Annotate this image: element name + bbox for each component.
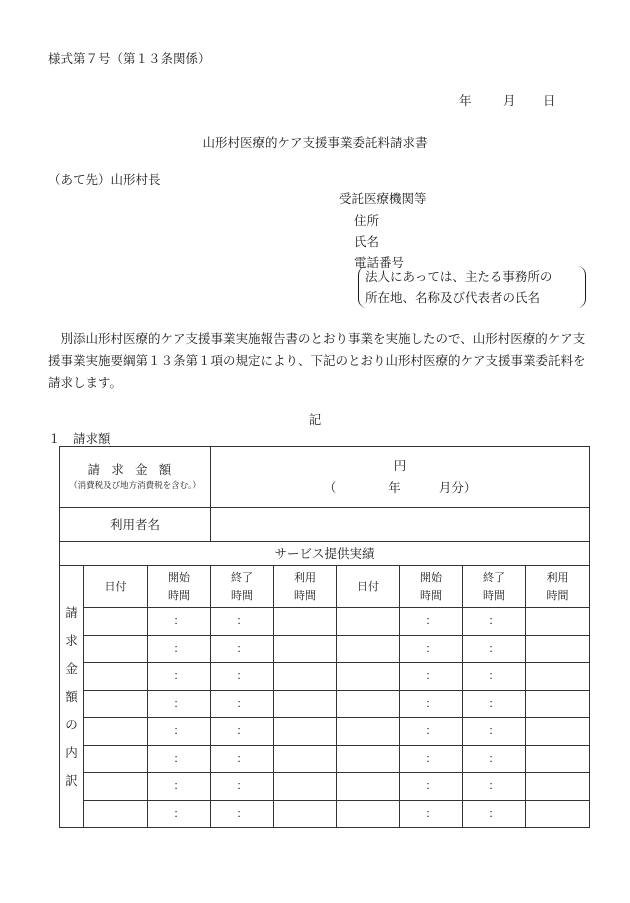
use-time-cell[interactable]: [274, 635, 337, 663]
col-date-2: 日付: [337, 566, 400, 608]
col-date-1: 日付: [84, 566, 148, 608]
start-time-cell[interactable]: ：: [148, 635, 211, 663]
date-year: 年: [459, 93, 472, 108]
use-time-cell[interactable]: [526, 773, 590, 801]
start-time-cell[interactable]: ：: [400, 608, 463, 636]
end-time-cell[interactable]: ：: [463, 690, 526, 718]
use-time-cell[interactable]: [274, 690, 337, 718]
applicant-phone-label: 電話番号: [354, 255, 405, 270]
start-time-cell[interactable]: ：: [400, 745, 463, 773]
addressee: （あて先）山形村長: [48, 172, 161, 187]
applicant-name-label: 氏名: [354, 234, 380, 249]
date-cell[interactable]: [84, 690, 148, 718]
start-time-cell[interactable]: ：: [400, 635, 463, 663]
end-time-cell[interactable]: ：: [463, 635, 526, 663]
end-time-cell[interactable]: ：: [463, 773, 526, 801]
table-row: [60, 718, 590, 746]
end-time-cell[interactable]: ：: [211, 745, 274, 773]
request-body-text: 別添山形村医療的ケア支援事業実施報告書のとおり事業を実施したので、山形村医療的ケア支援事業実施要綱第１３条第１項の規定により、下記のとおり山形村医療的ケア支援事業委託料を請求します。: [48, 331, 586, 390]
date-cell[interactable]: [337, 663, 400, 691]
end-time-cell[interactable]: ：: [463, 608, 526, 636]
col-use-2: 利用 時間: [526, 566, 590, 608]
start-time-cell[interactable]: ：: [400, 718, 463, 746]
use-time-cell[interactable]: [274, 608, 337, 636]
column-header-row: [60, 566, 590, 608]
breakdown-label: 請 求 金 額 の 内 訳: [60, 566, 84, 828]
date-cell[interactable]: [337, 773, 400, 801]
date-cell[interactable]: [84, 635, 148, 663]
date-cell[interactable]: [337, 800, 400, 828]
end-time-cell[interactable]: ：: [211, 718, 274, 746]
use-time-cell[interactable]: [274, 745, 337, 773]
start-time-cell[interactable]: ：: [148, 718, 211, 746]
start-time-cell[interactable]: ：: [148, 663, 211, 691]
start-time-cell[interactable]: ：: [400, 800, 463, 828]
period-month: 月分）: [438, 480, 477, 495]
applicant-address-label: 住所: [354, 213, 380, 228]
end-time-cell[interactable]: ：: [211, 608, 274, 636]
table-row: [60, 635, 590, 663]
date-line: [459, 91, 556, 109]
period-year: 年: [388, 480, 401, 495]
table-row: [60, 608, 590, 636]
end-time-cell[interactable]: ：: [211, 800, 274, 828]
ki-heading: 記: [308, 412, 322, 427]
start-time-cell[interactable]: ：: [400, 773, 463, 801]
col-start-2: 開始 時間: [400, 566, 463, 608]
end-time-cell[interactable]: ：: [211, 663, 274, 691]
yen-unit: 円: [393, 458, 407, 473]
corporation-note-line-2: 所在地、名称及び代表者の氏名: [365, 290, 541, 305]
date-cell[interactable]: [84, 608, 148, 636]
table-row: [60, 773, 590, 801]
date-cell[interactable]: [84, 773, 148, 801]
date-day: 日: [543, 93, 556, 108]
end-time-cell[interactable]: ：: [463, 745, 526, 773]
start-time-cell[interactable]: ：: [148, 690, 211, 718]
user-name-row: [60, 508, 590, 542]
service-row: [60, 542, 590, 566]
table-row: [60, 690, 590, 718]
user-name-label: 利用者名: [60, 508, 211, 542]
date-month: 月: [503, 93, 516, 108]
form-number: 様式第７号（第１３条関係）: [48, 51, 211, 66]
applicant-heading: 受託医療機関等: [339, 191, 427, 206]
end-time-cell[interactable]: ：: [463, 800, 526, 828]
col-start-1: 開始 時間: [148, 566, 211, 608]
col-end-1: 終了 時間: [211, 566, 274, 608]
amount-row: [60, 447, 590, 508]
use-time-cell[interactable]: [274, 773, 337, 801]
document-title: 山形村医療的ケア支援事業委託料請求書: [202, 135, 428, 150]
claim-table: [59, 446, 590, 828]
use-time-cell[interactable]: [526, 800, 590, 828]
table-row: [60, 745, 590, 773]
use-time-cell[interactable]: [274, 800, 337, 828]
start-time-cell[interactable]: ：: [148, 608, 211, 636]
use-time-cell[interactable]: [274, 663, 337, 691]
amount-value-cell[interactable]: [211, 447, 590, 508]
end-time-cell[interactable]: ：: [211, 635, 274, 663]
table-row: [60, 800, 590, 828]
start-time-cell[interactable]: ：: [400, 690, 463, 718]
amount-tax-note: （消費税及び地方消費税を含む。）: [69, 481, 201, 491]
use-time-cell[interactable]: [526, 690, 590, 718]
corporation-note: [358, 266, 586, 308]
use-time-cell[interactable]: [274, 718, 337, 746]
user-name-input[interactable]: [211, 508, 590, 542]
date-cell[interactable]: [84, 718, 148, 746]
use-time-cell[interactable]: [526, 718, 590, 746]
col-use-1: 利用 時間: [274, 566, 337, 608]
use-time-cell[interactable]: [526, 635, 590, 663]
date-cell[interactable]: [337, 635, 400, 663]
end-time-cell[interactable]: ：: [211, 773, 274, 801]
date-cell[interactable]: [337, 718, 400, 746]
use-time-cell[interactable]: [526, 608, 590, 636]
date-cell[interactable]: [84, 663, 148, 691]
col-end-2: 終了 時間: [463, 566, 526, 608]
date-cell[interactable]: [337, 745, 400, 773]
start-time-cell[interactable]: ：: [148, 800, 211, 828]
amount-label: 請求金額: [87, 462, 183, 477]
start-time-cell[interactable]: ：: [148, 773, 211, 801]
use-time-cell[interactable]: [526, 745, 590, 773]
use-time-cell[interactable]: [526, 663, 590, 691]
section-1-heading: １ 請求額: [48, 431, 111, 446]
date-cell[interactable]: [84, 800, 148, 828]
corporation-note-line-1: 法人にあっては、主たる事務所の: [365, 269, 553, 284]
date-cell[interactable]: [337, 690, 400, 718]
start-time-cell[interactable]: ：: [400, 663, 463, 691]
period-open: （: [323, 480, 337, 495]
end-time-cell[interactable]: ：: [211, 690, 274, 718]
table-row: [60, 663, 590, 691]
end-time-cell[interactable]: ：: [463, 718, 526, 746]
end-time-cell[interactable]: ：: [463, 663, 526, 691]
start-time-cell[interactable]: ：: [148, 745, 211, 773]
amount-label-cell: [60, 447, 211, 508]
date-cell[interactable]: [337, 608, 400, 636]
date-cell[interactable]: [84, 745, 148, 773]
service-record-label: サービス提供実績: [60, 542, 590, 566]
